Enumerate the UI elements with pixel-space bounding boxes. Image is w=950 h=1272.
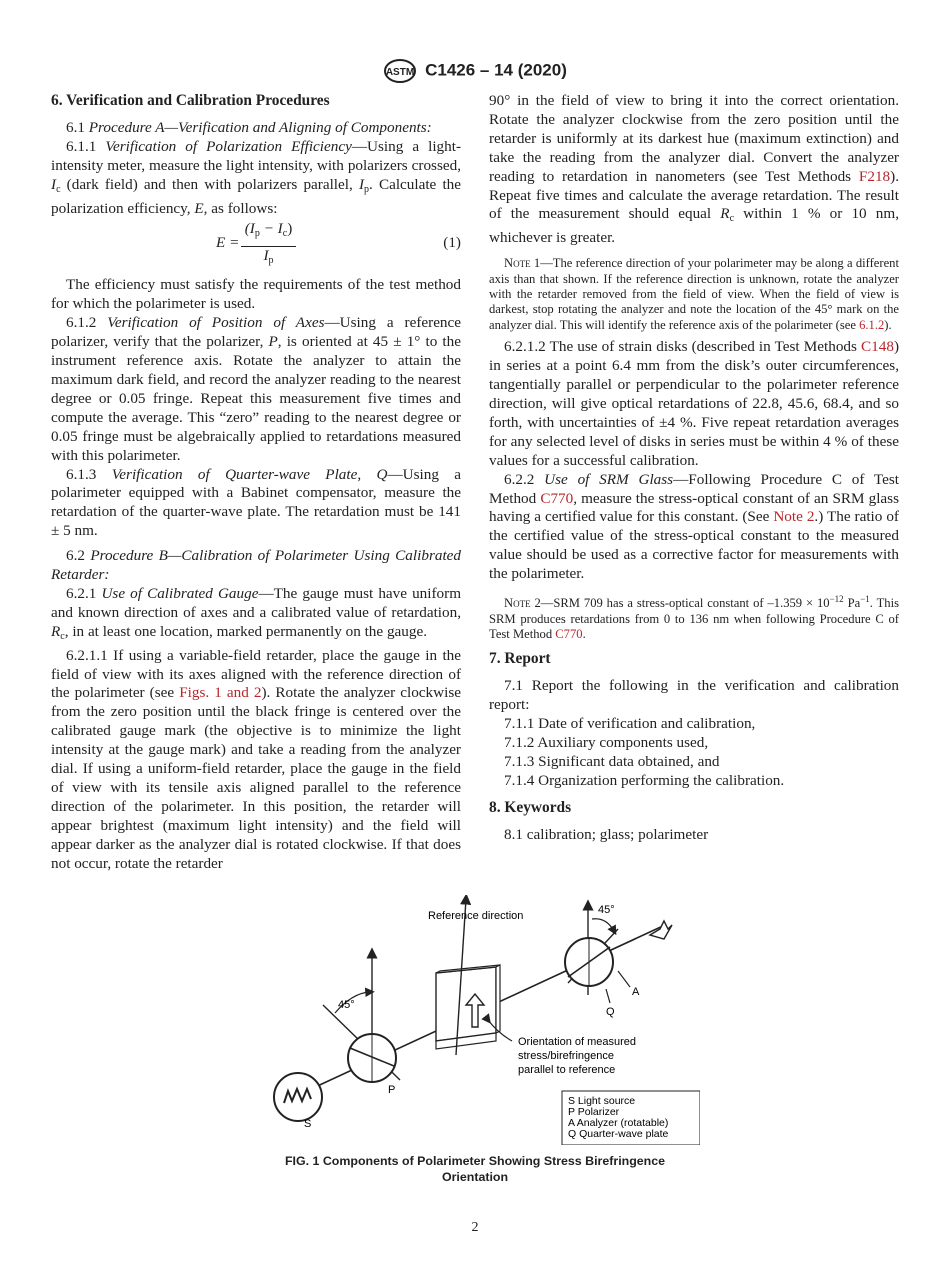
legend-item-a: A Analyzer (rotatable) [568,1117,669,1129]
link-c770[interactable]: C770 [540,489,574,507]
para-7-1: 7.1 Report the following in the verification and calibration report: [489,677,899,714]
link-c148[interactable]: C148 [861,338,894,356]
polarimeter-diagram [260,895,700,1145]
legend-item-p: P Polarizer [568,1106,620,1118]
section-7-title: 7. Report [489,650,551,668]
para-continued: 90° in the field of view to bring it into the correct orientation. Rotate the analyzer clockwise from the zero position until the retarder is uniformly at its darkest hue (maximum extinction) and take the reading from the analyzer dial. Convert the analyzer reading to retardation in nanometers (see Test Methods F218). Repeat five times and calculate the average retardation. The result of the measurement should equal $R_c$ within 1 % or 10 nm, whichever is greater. [489,92,899,247]
reference-direction-label: Reference direction [428,910,524,922]
para-7-1-1: 7.1.1 Date of verification and calibration, [504,715,756,733]
para-6-2-1-1: 6.2.1.1 If using a variable-field retarder, place the gauge in the field of view with its axes aligned with the reference direction of the polarimeter (see Figs. 1 and 2). Rotate the analyzer clockwise from the zero position until the black fringe is centered over the calibrated gauge mark (the objective is to minimize the light intensity at the gauge mark) and take a reading from the analyzer dial. If using a uniform-field retarder, place the gauge in the field of view with its tensile axis aligned parallel to the reference direction of the polarimeter. In this position, the retarder will appear brightest (maximum light intensity) and the field will appear darker as the analyzer dial is rotated clockwise. If that does not occur, rotate the retarder [51,646,461,872]
figure-caption [0,1153,950,1185]
equation-number: (1) [443,234,461,252]
para-7-1-2: 7.1.2 Auxiliary components used, [504,734,709,752]
link-c770-note[interactable]: C770 [555,627,583,642]
legend-item-s: S Light source [568,1095,636,1107]
para-6-1: 6.1 Procedure A—Verification and Aligning of Components: [66,118,432,136]
link-f218[interactable]: F218 [858,167,891,185]
note-2: Note 2—SRM 709 has a stress-optical constant of $-1.359 \times 10^{-12}$ $Pa^{-1}$. This SRM produces retardations from 0 to 136 nm when following Procedure C of Test Method C770. [489,594,899,642]
para-6-1-2: 6.1.2 Verification of Position of Axes—Using a reference polarizer, verify that the polarizer, P, is oriented at 45 ± 1° to the instrument reference axis. Rotate the analyzer to attain the maximum dark field, and record the analyzer reading to the nearest degree or 0.05 fringe. Repeat this measurement five times and compute the average. This “zero” reading to the nearest degree or 0.05 fringe must be algebraically applied to retardations measured with this polarimeter. [51,314,462,464]
note-1: Note 1—The reference direction of your polarimeter may be along a different axis than that shown. If the reference direction is unknown, rotate the analyzer with the retarder removed from the field of view. When the field of view is darkest, stop rotating the analyzer and note the location of the 45° mark on the analyzer dial. This will identify the reference axis of the polarimeter (see 6.1.2). [489,256,899,332]
para-8-1: 8.1 calibration; glass; polarimeter [504,825,709,843]
light-source-symbol [274,1073,322,1121]
page-header [0,58,950,84]
right-column [489,92,899,845]
para-6-2-2: 6.2.2 Use of SRM Glass—Following Procedure C of Test Method C770, measure the stress-optical constant of an SRM glass having a certified value for this constant. (See Note 2.) The ratio of the certified value of the stress-optical constant to the measured value should be used as a corrective factor for measurements with the polarimeter. [489,470,900,583]
angle-label-p: 45° [338,999,355,1011]
para-6-2-1-2: 6.2.1.2 The use of strain disks (described in Test Methods C148) in series at a point 6.4 mm from the disk’s outer circumferences, tangentially parallel or perpendicular to the polarimeter reference direction, will give optical retardations of 22.8, 45.6, 68.4, and so forth, with uncertainties of ±4 %. Five repeat retardation averages for any selected level of disks in series must be within 4 % of these values for a successful calibration. [489,338,899,469]
section-8-title: 8. Keywords [489,798,572,816]
label-s: S [304,1118,312,1130]
left-column [51,92,461,874]
para-7-1-3: 7.1.3 Significant data obtained, and [504,753,720,770]
link-note-2[interactable]: Note 2 [773,508,815,526]
para-6-2-1: 6.2.1 Use of Calibrated Gauge—The gauge must have uniform and known direction of axes and a calibrated value of retardation, $R_c$, in at least one location, marked permanently on the gauge. [51,584,462,642]
designation: C1426 – 14 (2020) [425,60,567,80]
page-number: 2 [471,1220,479,1235]
caption-line-2: Orientation [441,1170,509,1184]
para-efficiency: The efficiency must satisfy the requirements of the test method for which the polarimeter is used. [51,276,461,313]
para-7-1-4: 7.1.4 Organization performing the calibration. [504,771,785,789]
logo-text: ASTM [385,67,415,78]
para-6-2: 6.2 Procedure B—Calibration of Polarimeter Using Calibrated Retarder: [51,547,461,584]
label-a: A [632,986,640,998]
astm-logo [383,58,417,84]
orientation-label-1: Orientation of measured [518,1036,637,1048]
orientation-label-3: parallel to reference [518,1064,616,1076]
section-6-title: 6. Verification and Calibration Procedures [51,92,330,109]
label-q: Q [606,1006,615,1018]
pointer-q [606,989,610,1003]
angle-arc-a [592,919,614,931]
pointer-a [618,971,630,987]
link-figs-1-2[interactable]: Figs. 1 and 2 [179,684,262,702]
para-6-1-1: 6.1.1 Verification of Polarization Efficiency—Using a light-intensity meter, measure the light intensity, with polarizers crossed, $I_c$ (dark field) and then with polarizers parallel, $I_p$. Calculate the polarization efficiency, E, as follows: [51,137,461,217]
label-p: P [388,1084,396,1096]
equation-1: E = $\frac{(I_p - I_c)}{I_p}$ (1) [216,220,461,267]
link-6-1-2[interactable]: 6.1.2 [859,317,885,332]
caption-line-1: FIG. 1 Components of Polarimeter Showing Stress Birefringence [284,1154,666,1168]
angle-label-a: 45° [598,904,615,916]
para-6-1-3: 6.1.3 Verification of Quarter-wave Plate, Q—Using a polarimeter equipped with a Babinet compensator, measure the retardation of the quarter-wave plate. The retardation must be 141 ± 5 nm. [51,465,462,540]
orientation-label-2: stress/birefringence [518,1050,614,1062]
legend-item-q: Q Quarter-wave plate [568,1128,669,1140]
